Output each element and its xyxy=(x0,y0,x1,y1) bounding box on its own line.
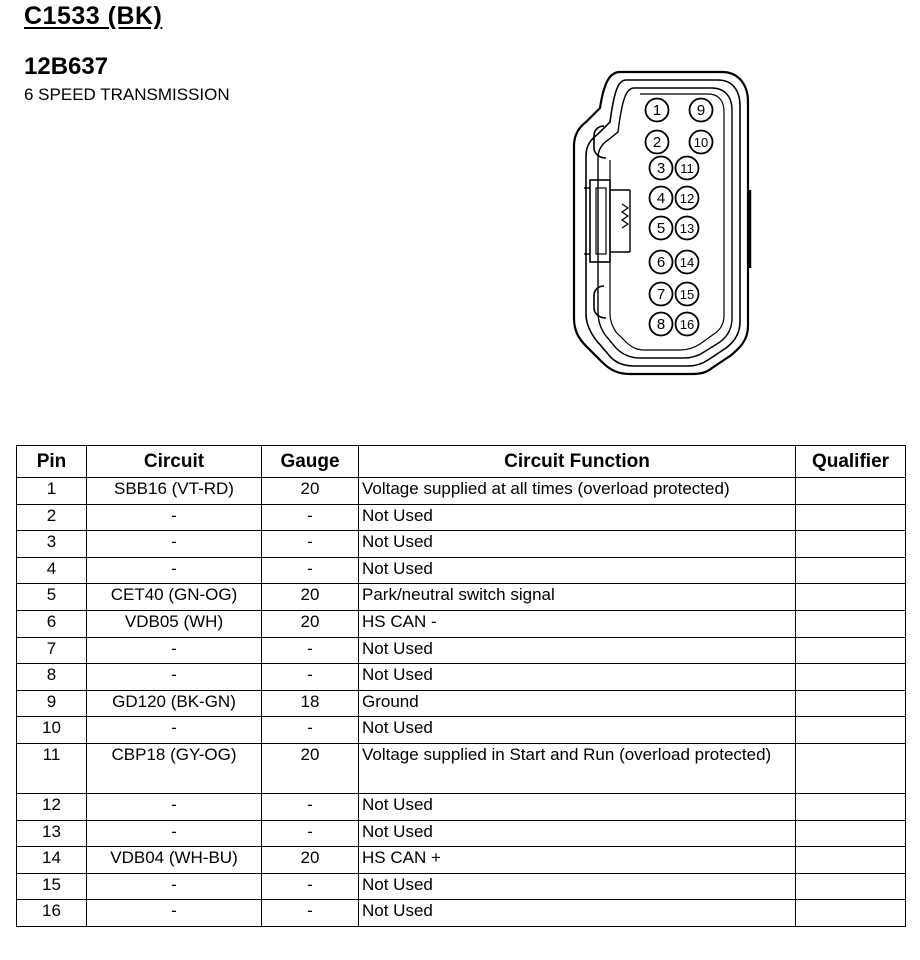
pin-cavities xyxy=(646,99,713,336)
table-header-row xyxy=(17,446,906,478)
circuit-function-cell: Not Used xyxy=(359,504,796,531)
table-row xyxy=(17,504,906,531)
connector-face-diagram xyxy=(560,68,760,378)
gauge-cell: 20 xyxy=(262,478,359,505)
gauge-cell: - xyxy=(262,637,359,664)
pin-label: 15 xyxy=(679,287,695,302)
qualifier-cell xyxy=(796,478,906,505)
pin-cell: 9 xyxy=(17,690,87,717)
circuit-function-cell: Not Used xyxy=(359,664,796,691)
circuit-cell: - xyxy=(87,504,262,531)
table-row xyxy=(17,793,906,820)
circuit-function-cell: Park/neutral switch signal xyxy=(359,584,796,611)
qualifier-cell xyxy=(796,637,906,664)
gauge-cell: - xyxy=(262,664,359,691)
pin-label: 7 xyxy=(656,286,666,303)
pin-label: 3 xyxy=(656,160,666,177)
table-row xyxy=(17,820,906,847)
header-qualifier: Qualifier xyxy=(796,446,906,478)
circuit-cell: - xyxy=(87,531,262,558)
pin-label: 8 xyxy=(656,316,666,333)
pin-cell: 13 xyxy=(17,820,87,847)
qualifier-cell xyxy=(796,820,906,847)
qualifier-cell xyxy=(796,793,906,820)
table-row xyxy=(17,847,906,874)
pin-label: 1 xyxy=(652,102,662,119)
pin-cavity-7 xyxy=(650,283,673,306)
connector-id: C1533 (BK) xyxy=(24,2,163,30)
circuit-cell: - xyxy=(87,557,262,584)
pin-cavity-15 xyxy=(676,283,699,306)
table-row xyxy=(17,531,906,558)
connector-latch-lower xyxy=(594,286,606,318)
pin-cavity-12 xyxy=(676,187,699,210)
table-row xyxy=(17,584,906,611)
pin-cavity-5 xyxy=(650,217,673,240)
table-row xyxy=(17,637,906,664)
pin-label: 10 xyxy=(693,135,709,150)
circuit-cell: - xyxy=(87,717,262,744)
pin-cell: 16 xyxy=(17,900,87,927)
pin-cell: 8 xyxy=(17,664,87,691)
pin-label: 9 xyxy=(696,102,706,119)
gauge-cell: 20 xyxy=(262,847,359,874)
gauge-cell: - xyxy=(262,793,359,820)
circuit-cell: - xyxy=(87,793,262,820)
pin-cavity-10 xyxy=(690,131,713,154)
header-circuit: Circuit xyxy=(87,446,262,478)
gauge-cell: - xyxy=(262,717,359,744)
gauge-cell: - xyxy=(262,873,359,900)
qualifier-cell xyxy=(796,504,906,531)
circuit-cell: GD120 (BK-GN) xyxy=(87,690,262,717)
pin-cavity-1 xyxy=(646,99,669,122)
circuit-function-cell: HS CAN + xyxy=(359,847,796,874)
circuit-cell: CBP18 (GY-OG) xyxy=(87,743,262,793)
table-row xyxy=(17,873,906,900)
connector-lock-tab xyxy=(590,180,610,262)
pin-label: 2 xyxy=(652,134,662,151)
pin-cell: 3 xyxy=(17,531,87,558)
pin-cell: 5 xyxy=(17,584,87,611)
pin-cell: 12 xyxy=(17,793,87,820)
circuit-function-cell: Not Used xyxy=(359,873,796,900)
qualifier-cell xyxy=(796,900,906,927)
pin-cavity-6 xyxy=(650,251,673,274)
gauge-cell: 20 xyxy=(262,610,359,637)
header-pin: Pin xyxy=(17,446,87,478)
table-row xyxy=(17,557,906,584)
table-row xyxy=(17,743,906,793)
pin-cell: 4 xyxy=(17,557,87,584)
pin-cell: 1 xyxy=(17,478,87,505)
connector-description: 6 SPEED TRANSMISSION xyxy=(24,85,230,104)
qualifier-cell xyxy=(796,717,906,744)
circuit-cell: - xyxy=(87,900,262,927)
table-row xyxy=(17,664,906,691)
circuit-function-cell: Voltage supplied in Start and Run (overload protected) xyxy=(359,743,796,793)
table-row xyxy=(17,900,906,927)
circuit-cell: - xyxy=(87,820,262,847)
pin-label: 11 xyxy=(680,161,694,176)
gauge-cell: 18 xyxy=(262,690,359,717)
pin-cell: 6 xyxy=(17,610,87,637)
pin-cavity-11 xyxy=(676,157,699,180)
pin-cavity-13 xyxy=(676,217,699,240)
part-number: 12B637 xyxy=(24,53,109,80)
pin-cavity-16 xyxy=(676,313,699,336)
qualifier-cell xyxy=(796,690,906,717)
table-row xyxy=(17,610,906,637)
pinout-rows xyxy=(17,478,906,927)
pin-label: 16 xyxy=(679,317,695,332)
header-gauge: Gauge xyxy=(262,446,359,478)
qualifier-cell xyxy=(796,664,906,691)
circuit-cell: VDB04 (WH-BU) xyxy=(87,847,262,874)
pin-cell: 15 xyxy=(17,873,87,900)
pin-cell: 7 xyxy=(17,637,87,664)
pin-label: 6 xyxy=(656,254,666,271)
circuit-function-cell: Not Used xyxy=(359,637,796,664)
circuit-cell: - xyxy=(87,873,262,900)
qualifier-cell xyxy=(796,531,906,558)
pinout-table xyxy=(16,445,906,927)
qualifier-cell xyxy=(796,743,906,793)
gauge-cell: - xyxy=(262,531,359,558)
pin-cavity-8 xyxy=(650,313,673,336)
qualifier-cell xyxy=(796,610,906,637)
circuit-function-cell: Not Used xyxy=(359,531,796,558)
gauge-cell: - xyxy=(262,557,359,584)
qualifier-cell xyxy=(796,557,906,584)
circuit-cell: - xyxy=(87,664,262,691)
gauge-cell: - xyxy=(262,820,359,847)
circuit-function-cell: Not Used xyxy=(359,717,796,744)
gauge-cell: 20 xyxy=(262,743,359,793)
table-row xyxy=(17,478,906,505)
pin-cavity-3 xyxy=(650,157,673,180)
table-row xyxy=(17,690,906,717)
connector-latch-upper xyxy=(594,126,606,158)
gauge-cell: - xyxy=(262,900,359,927)
pin-label: 4 xyxy=(656,190,666,207)
pin-label: 5 xyxy=(656,220,666,237)
circuit-function-cell: Not Used xyxy=(359,557,796,584)
circuit-function-cell: Ground xyxy=(359,690,796,717)
qualifier-cell xyxy=(796,584,906,611)
pin-cavity-4 xyxy=(650,187,673,210)
circuit-function-cell: Not Used xyxy=(359,900,796,927)
pin-cell: 14 xyxy=(17,847,87,874)
qualifier-cell xyxy=(796,847,906,874)
pin-cell: 10 xyxy=(17,717,87,744)
circuit-cell: CET40 (GN-OG) xyxy=(87,584,262,611)
circuit-function-cell: Not Used xyxy=(359,793,796,820)
pin-cavity-9 xyxy=(690,99,713,122)
header-circuit-function: Circuit Function xyxy=(359,446,796,478)
circuit-function-cell: Not Used xyxy=(359,820,796,847)
gauge-cell: - xyxy=(262,504,359,531)
pin-label: 13 xyxy=(679,221,695,236)
circuit-function-cell: Voltage supplied at all times (overload protected) xyxy=(359,478,796,505)
pin-cell: 11 xyxy=(17,743,87,793)
qualifier-cell xyxy=(796,873,906,900)
table-row xyxy=(17,717,906,744)
pin-label: 12 xyxy=(679,191,695,206)
pin-label: 14 xyxy=(679,255,695,270)
circuit-cell: - xyxy=(87,637,262,664)
circuit-cell: SBB16 (VT-RD) xyxy=(87,478,262,505)
circuit-function-cell: HS CAN - xyxy=(359,610,796,637)
pin-cavity-2 xyxy=(646,131,669,154)
gauge-cell: 20 xyxy=(262,584,359,611)
pin-cell: 2 xyxy=(17,504,87,531)
circuit-cell: VDB05 (WH) xyxy=(87,610,262,637)
pin-cavity-14 xyxy=(676,251,699,274)
